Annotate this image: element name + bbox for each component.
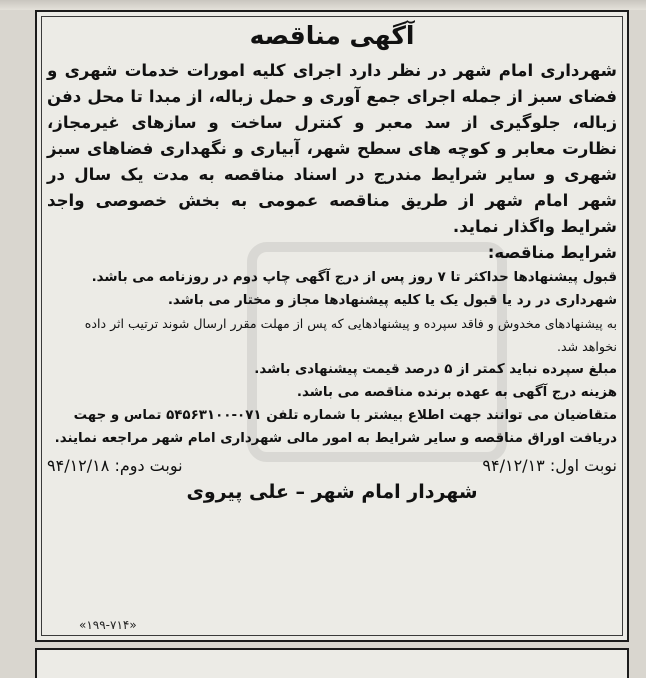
notice-title: آگهی مناقصه bbox=[249, 21, 415, 50]
first-run bbox=[482, 454, 617, 478]
condition-item: به پیشنهادهای مخدوش و فاقد سپرده و پیشنهادهایی که پس از مهلت مقرر ارسال شوند ترتیب اثر داده نخواهد شد. bbox=[84, 316, 617, 354]
condition-item: هزینه درج آگهی به عهده برنده مناقصه می باشد. bbox=[296, 385, 617, 400]
condition-item: شهرداری در رد یا قبول یک یا کلیه پیشنهادها مجاز و مختار می باشد. bbox=[167, 293, 617, 308]
first-run-label: نوبت اول: bbox=[549, 456, 617, 475]
condition-item: قبول پیشنهادها حداکثر تا ۷ روز پس از درج آگهی چاپ دوم در روزنامه می باشد. bbox=[91, 270, 617, 285]
publication-dates bbox=[47, 454, 617, 478]
tender-notice bbox=[35, 10, 629, 642]
condition-item: مبلغ سپرده نباید کمتر از ۵ درصد قیمت پیشنهادی باشد. bbox=[254, 362, 617, 377]
notice-intro: شهرداری امام شهر در نظر دارد اجرای کلیه امورات خدمات شهری و فضای سبز از جمله اجرای جمع آوری و حمل زباله، از مبدا تا محل دفن زباله، جلوگیری از سد معبر و کنترل ساخت و سازهای غیرمجاز، نظارت معابر و کوچه های سطح شهر، آبیاری و نگهداری فضاهای سبز شهری و سایر شرایط مندرج در اسناد مناقصه به مدت یک سال در شهر امام شهر از طریق مناقصه عمومی به بخش خصوصی واجد شرایط واگذار نماید. bbox=[47, 61, 617, 236]
first-run-date: ۹۴/۱۲/۱۳ bbox=[482, 456, 545, 475]
newspaper-edge bbox=[0, 0, 646, 10]
second-run bbox=[47, 454, 183, 478]
next-notice-edge bbox=[35, 648, 629, 678]
condition-item: متقاضیان می توانند جهت اطلاع بیشتر با شماره تلفن ۰۷۱-۵۴۵۶۳۱۰۰ تماس و جهت دریافت اوراق مناقصه و سایر شرایط به امور مالی شهرداری امام شهر مراجعه نمایند. bbox=[54, 408, 617, 446]
second-run-date: ۹۴/۱۲/۱۸ bbox=[47, 456, 110, 475]
notice-code: «۱۹۹-۷۱۴» bbox=[79, 618, 137, 632]
notice-content bbox=[47, 18, 617, 634]
signature: شهردار امام شهر – علی پیروی bbox=[186, 481, 478, 503]
conditions-title: شرایط مناقصه: bbox=[487, 243, 617, 262]
second-run-label: نوبت دوم: bbox=[114, 456, 183, 475]
